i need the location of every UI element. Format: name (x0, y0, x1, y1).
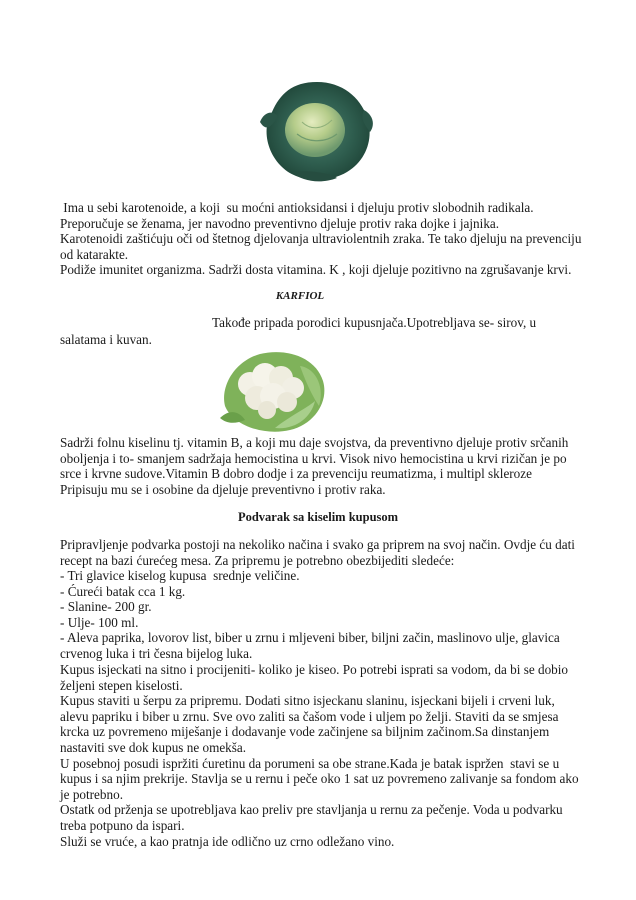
savoy-cabbage-image (252, 72, 378, 188)
text-line: alevu papriku i biber u zrnu. Sve ovo zaliti sa čašom vode i uljem po želji. Staviti da se smjesa (60, 708, 559, 724)
text-line: željeni stepen kiselosti. (60, 677, 183, 693)
ingredient-item: - Tri glavice kiselog kupusa srednje veličine. (60, 568, 300, 583)
text-line: Podiže imunitet organizma. Sadrži dosta vitamina. K , koji djeluje pozitivno na zgrušavanje krvi. (60, 262, 572, 278)
ingredient-item: crvenog luka i tri česna bijelog luka. (60, 645, 253, 661)
text-line: Sadrži folnu kiselinu tj. vitamin B, a koji mu daje svojstva, da preventivno djeluje protiv srčanih (60, 435, 569, 450)
text-line: je potrebno. (60, 786, 123, 802)
text-line: Pripisuju mu se i osobine da djeluje preventivno i protiv raka. (60, 481, 386, 497)
text-line: U posebnoj posudi ispržiti ćuretinu da porumeni sa obe strane.Kada je batak ispržen stavi se u (60, 755, 560, 771)
ingredients-list (60, 568, 580, 662)
text-line: Preporučuje se ženama, jer navodno preventivno djeluje protiv raka dojke i jajnika. (60, 215, 500, 231)
text-line: kupus i sa njim prekrije. Stavlja se u rernu i peče oko 1 sat uz povremeno zalivanje sa fondom ako (60, 771, 579, 787)
section-title-recipe: Podvarak sa kiselim kupusom (237, 510, 399, 524)
paragraph-carotenoids (60, 200, 580, 278)
ingredient-item: - Ćureći batak cca 1 kg. (60, 583, 186, 599)
paragraph-karfiol-benefits (60, 435, 580, 497)
cauliflower-image (215, 346, 330, 434)
text-line: srce i krvne sudove.Vitamin B dobro dodje i za prevenciju reumatizma, i multipl skleroze (60, 466, 532, 482)
ingredient-item: - Aleva paprika, lovorov list, biber u zrnu i mljeveni biber, biljni začin, maslinovo ulje, glavica (60, 630, 560, 646)
text-line: Takođe pripada porodici kupusnjača.Upotrebljava se- sirov, u (212, 315, 537, 330)
paragraph-recipe-intro (60, 537, 580, 568)
cabbage-head (285, 103, 345, 157)
text-line: od katarakte. (60, 246, 129, 262)
recipe-steps (60, 662, 580, 849)
text-line: recept na bazi ćurećeg mesa. Za pripremu je potrebno obezbijediti sledeće: (60, 552, 455, 568)
text-line: oboljenja i to- smanjem sadržaja hemocistina u krvi. Visok nivo hemocistina u krvi rizičan je po (60, 450, 567, 466)
ingredient-item: - Slanine- 200 gr. (60, 599, 152, 615)
ingredient-item: - Ulje- 100 ml. (60, 614, 139, 630)
text-line: treba potpuno da ispari. (60, 817, 185, 833)
paragraph-karfiol-intro (60, 315, 580, 347)
section-title-karfiol: KARFIOL (275, 290, 325, 302)
text-line: Služi se vruće, a kao pratnja ide odlično uz crno odležano vino. (60, 833, 395, 849)
text-line: Karotenoidi zaštićuju oči od štetnog djelovanja ultraviolentnih zraka. Te tako djeluju na prevenciju (60, 231, 582, 247)
text-line: Kupus isjeckati na sitno i procijeniti- koliko je kiseo. Po potrebi isprati sa vodom, da bi se dobio (60, 662, 569, 677)
text-line: Ima u sebi karotenoide, a koji su moćni antioksidansi i djeluju protiv slobodnih radikala. (60, 200, 534, 215)
text-line: krcka uz povremeno miješanje i dodavanje vode začinjene sa biljnim začinom.Sa dinstanjem (60, 724, 550, 740)
text-line: Pripravljenje podvarka postoji na nekoliko načina i svako ga priprem na svoj način. Ovdje ću dati (60, 537, 575, 552)
text-line: Ostatk od prženja se upotrebljava kao preliv pre stavljanja u rernu za pečenje. Voda u podvarku (60, 802, 563, 818)
text-line: nastaviti sve dok kupus ne omekša. (60, 739, 247, 755)
text-line: Kupus staviti u šerpu za pripremu. Dodati sitno isjeckanu slaninu, isjeckani bijeli i crveni luk, (60, 693, 555, 709)
text-line: salatama i kuvan. (60, 331, 152, 347)
